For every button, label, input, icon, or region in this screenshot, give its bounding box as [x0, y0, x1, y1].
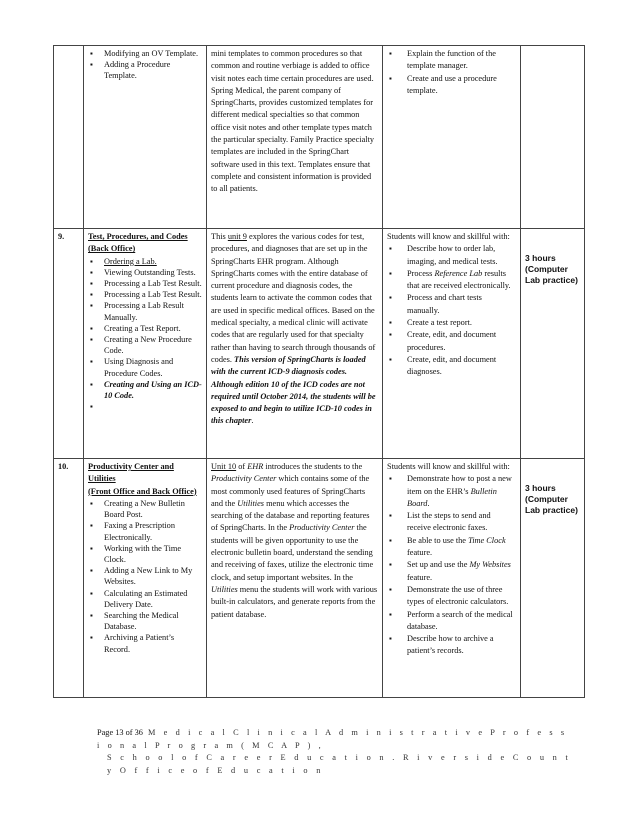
- list-item: ▪ Creating a Test Report.: [88, 323, 202, 334]
- objectives-cell: [383, 459, 521, 698]
- list-item: ▪ Describe how to order lab, imaging, and medical tests.: [387, 243, 516, 268]
- hours-cell: 3 hours (Computer Lab practice): [521, 459, 585, 698]
- list-item: ▪ Create, edit, and document procedures.: [387, 329, 516, 354]
- page-number: 13: [115, 728, 124, 737]
- list-item: ▪ Creating and Using an ICD-10 Code.: [88, 379, 202, 401]
- list-item: ▪ Demonstrate how to post a new item on the EHR’s Bulletin Board.: [387, 473, 516, 510]
- description-cell: mini templates to common procedures so that common and routine verbiage is added to office visit notes each time certain procedures are used. Spring Medical, the parent company of SpringCharts, provides customized templates for different medical specialties so that common office visit notes and other template types match the particular specialty. Family Practice specialty templates are included in the SpringChart software used in this text. Templates ensure that complete and consistent information is provided to all patients.: [207, 46, 383, 229]
- description-cell: This unit 9 explores the various codes for test, procedures, and diagnoses that are set up in the SpringCharts EHR program. Although SpringCharts comes with the entire database of current procedure and diagnosis codes, the students learn to activate the common codes that are used in specific medical offices. Based on the medical specialty, a medical clinic will activate codes that are regularly used for that specialty rather than having to search through thousands of codes. This version of SpringCharts is loaded with the current ICD-9 diagnosis codes. Although edition 10 of the ICD codes are not required until October 2014, the students will be exposed to and begin to utilize ICD-10 codes in this chapter.: [207, 229, 383, 459]
- list-item: ▪ Perform a search of the medical database.: [387, 609, 516, 634]
- list-item: ▪ Working with the Time Clock.: [88, 543, 202, 565]
- list-item: ▪ Using Diagnosis and Procedure Codes.: [88, 356, 202, 378]
- list-item: ▪ Modifying an OV Template.: [88, 48, 202, 59]
- list-item: ▪ Calculating an Estimated Delivery Date.: [88, 588, 202, 610]
- objectives-intro: Students will know and skillful with:: [387, 462, 510, 471]
- list-item: ▪ Describe how to archive a patient’s records.: [387, 633, 516, 658]
- hours-cell: 3 hours (Computer Lab practice): [521, 229, 585, 459]
- list-item: ▪ List the steps to send and receive electronic faxes.: [387, 510, 516, 535]
- unit-title: Test, Procedures, and Codes: [88, 232, 188, 241]
- list-item: ▪ Process Reference Lab results that are received electronically.: [387, 268, 516, 293]
- list-item: ▪ Processing a Lab Test Result.: [88, 289, 202, 300]
- unit-subtitle: (Front Office and Back Office): [88, 486, 197, 496]
- page-total: 36: [134, 728, 143, 737]
- list-item: ▪ Ordering a Lab.: [88, 256, 202, 267]
- objectives-cell: [383, 46, 521, 229]
- list-item: ▪ Be able to use the Time Clock feature.: [387, 535, 516, 560]
- list-item: ▪ Faxing a Prescription Electronically.: [88, 520, 202, 542]
- list-item: ▪ Processing a Lab Result Manually.: [88, 300, 202, 322]
- list-item: ▪ Create, edit, and document diagnoses.: [387, 354, 516, 379]
- list-item: ▪ Archiving a Patient’s Record.: [88, 632, 202, 654]
- table-row: [54, 46, 585, 229]
- unit-number-cell: [54, 46, 84, 229]
- list-item: ▪ Searching the Medical Database.: [88, 610, 202, 632]
- list-item: ▪ Create and use a procedure template.: [387, 73, 516, 98]
- program-name: M e d i c a l C l i n i c a l A d m i n i s t r a t i v e P r o f e s s i o n a l P r o g r a m ( M C A P ) ,: [97, 728, 568, 750]
- topics-cell: [84, 229, 207, 459]
- list-item: ▪ Process and chart tests manually.: [387, 292, 516, 317]
- objectives-cell: [383, 229, 521, 459]
- unit-number-cell: 10.: [54, 459, 84, 698]
- list-item: ▪ Create a test report.: [387, 317, 516, 329]
- list-item: ▪ Adding a Procedure Template.: [88, 59, 202, 81]
- list-item: ▪ Creating a New Bulletin Board Post.: [88, 498, 202, 520]
- list-item: ▪ Viewing Outstanding Tests.: [88, 267, 202, 278]
- list-item: ▪ Processing a Lab Test Result.: [88, 278, 202, 289]
- description-cell: Unit 10 of EHR introduces the students to the Productivity Center which contains some of the most commonly used features of SpringCharts and the Utilities menu which accesses the searching of the database and reporting features of SpringCharts. In the Productivity Center the students will be given opportunity to use the electronic bulletin board, understand the sending and receiving of faxes, utilize the electronic time clock, and setup important websites. In the Utilities menu the students will work with various built-in calculators, and generate reports from the patient database.: [207, 459, 383, 698]
- list-item: ▪ Demonstrate the use of three types of electronic calculators.: [387, 584, 516, 609]
- unit-number-cell: 9.: [54, 229, 84, 459]
- table-row: [54, 229, 585, 459]
- page-footer: Page 13 of 36 M e d i c a l C l i n i c a l A d m i n i s t r a t i v e P r o f e s s i o n a l P r o g r a m ( M C A P ) , S c h o o l o f C a r e e r E d u c a t i o n . R i v e r s i d e C o u n t y O f f i c e o f E d u c a t i o n: [97, 727, 577, 777]
- school-name: S c h o o l o f C a r e e r E d u c a t i o n . R i v e r s i d e C o u n t y O f f i c e o f E d u c a t i o n: [107, 753, 572, 775]
- unit-title: Productivity Center and Utilities: [88, 462, 174, 484]
- syllabus-table: [53, 45, 585, 698]
- objectives-intro: Students will know and skillful with:: [387, 232, 510, 241]
- hours-cell: [521, 46, 585, 229]
- list-item: ▪ Adding a New Link to My Websites.: [88, 565, 202, 587]
- list-item: ▪ Set up and use the My Websites feature.: [387, 559, 516, 584]
- topics-cell: [84, 46, 207, 229]
- list-item: ▪ Explain the function of the template manager.: [387, 48, 516, 73]
- table-row: [54, 459, 585, 698]
- list-item: ▪ Creating a New Procedure Code.: [88, 334, 202, 356]
- unit-subtitle: (Back Office): [88, 244, 136, 254]
- topics-cell: [84, 459, 207, 698]
